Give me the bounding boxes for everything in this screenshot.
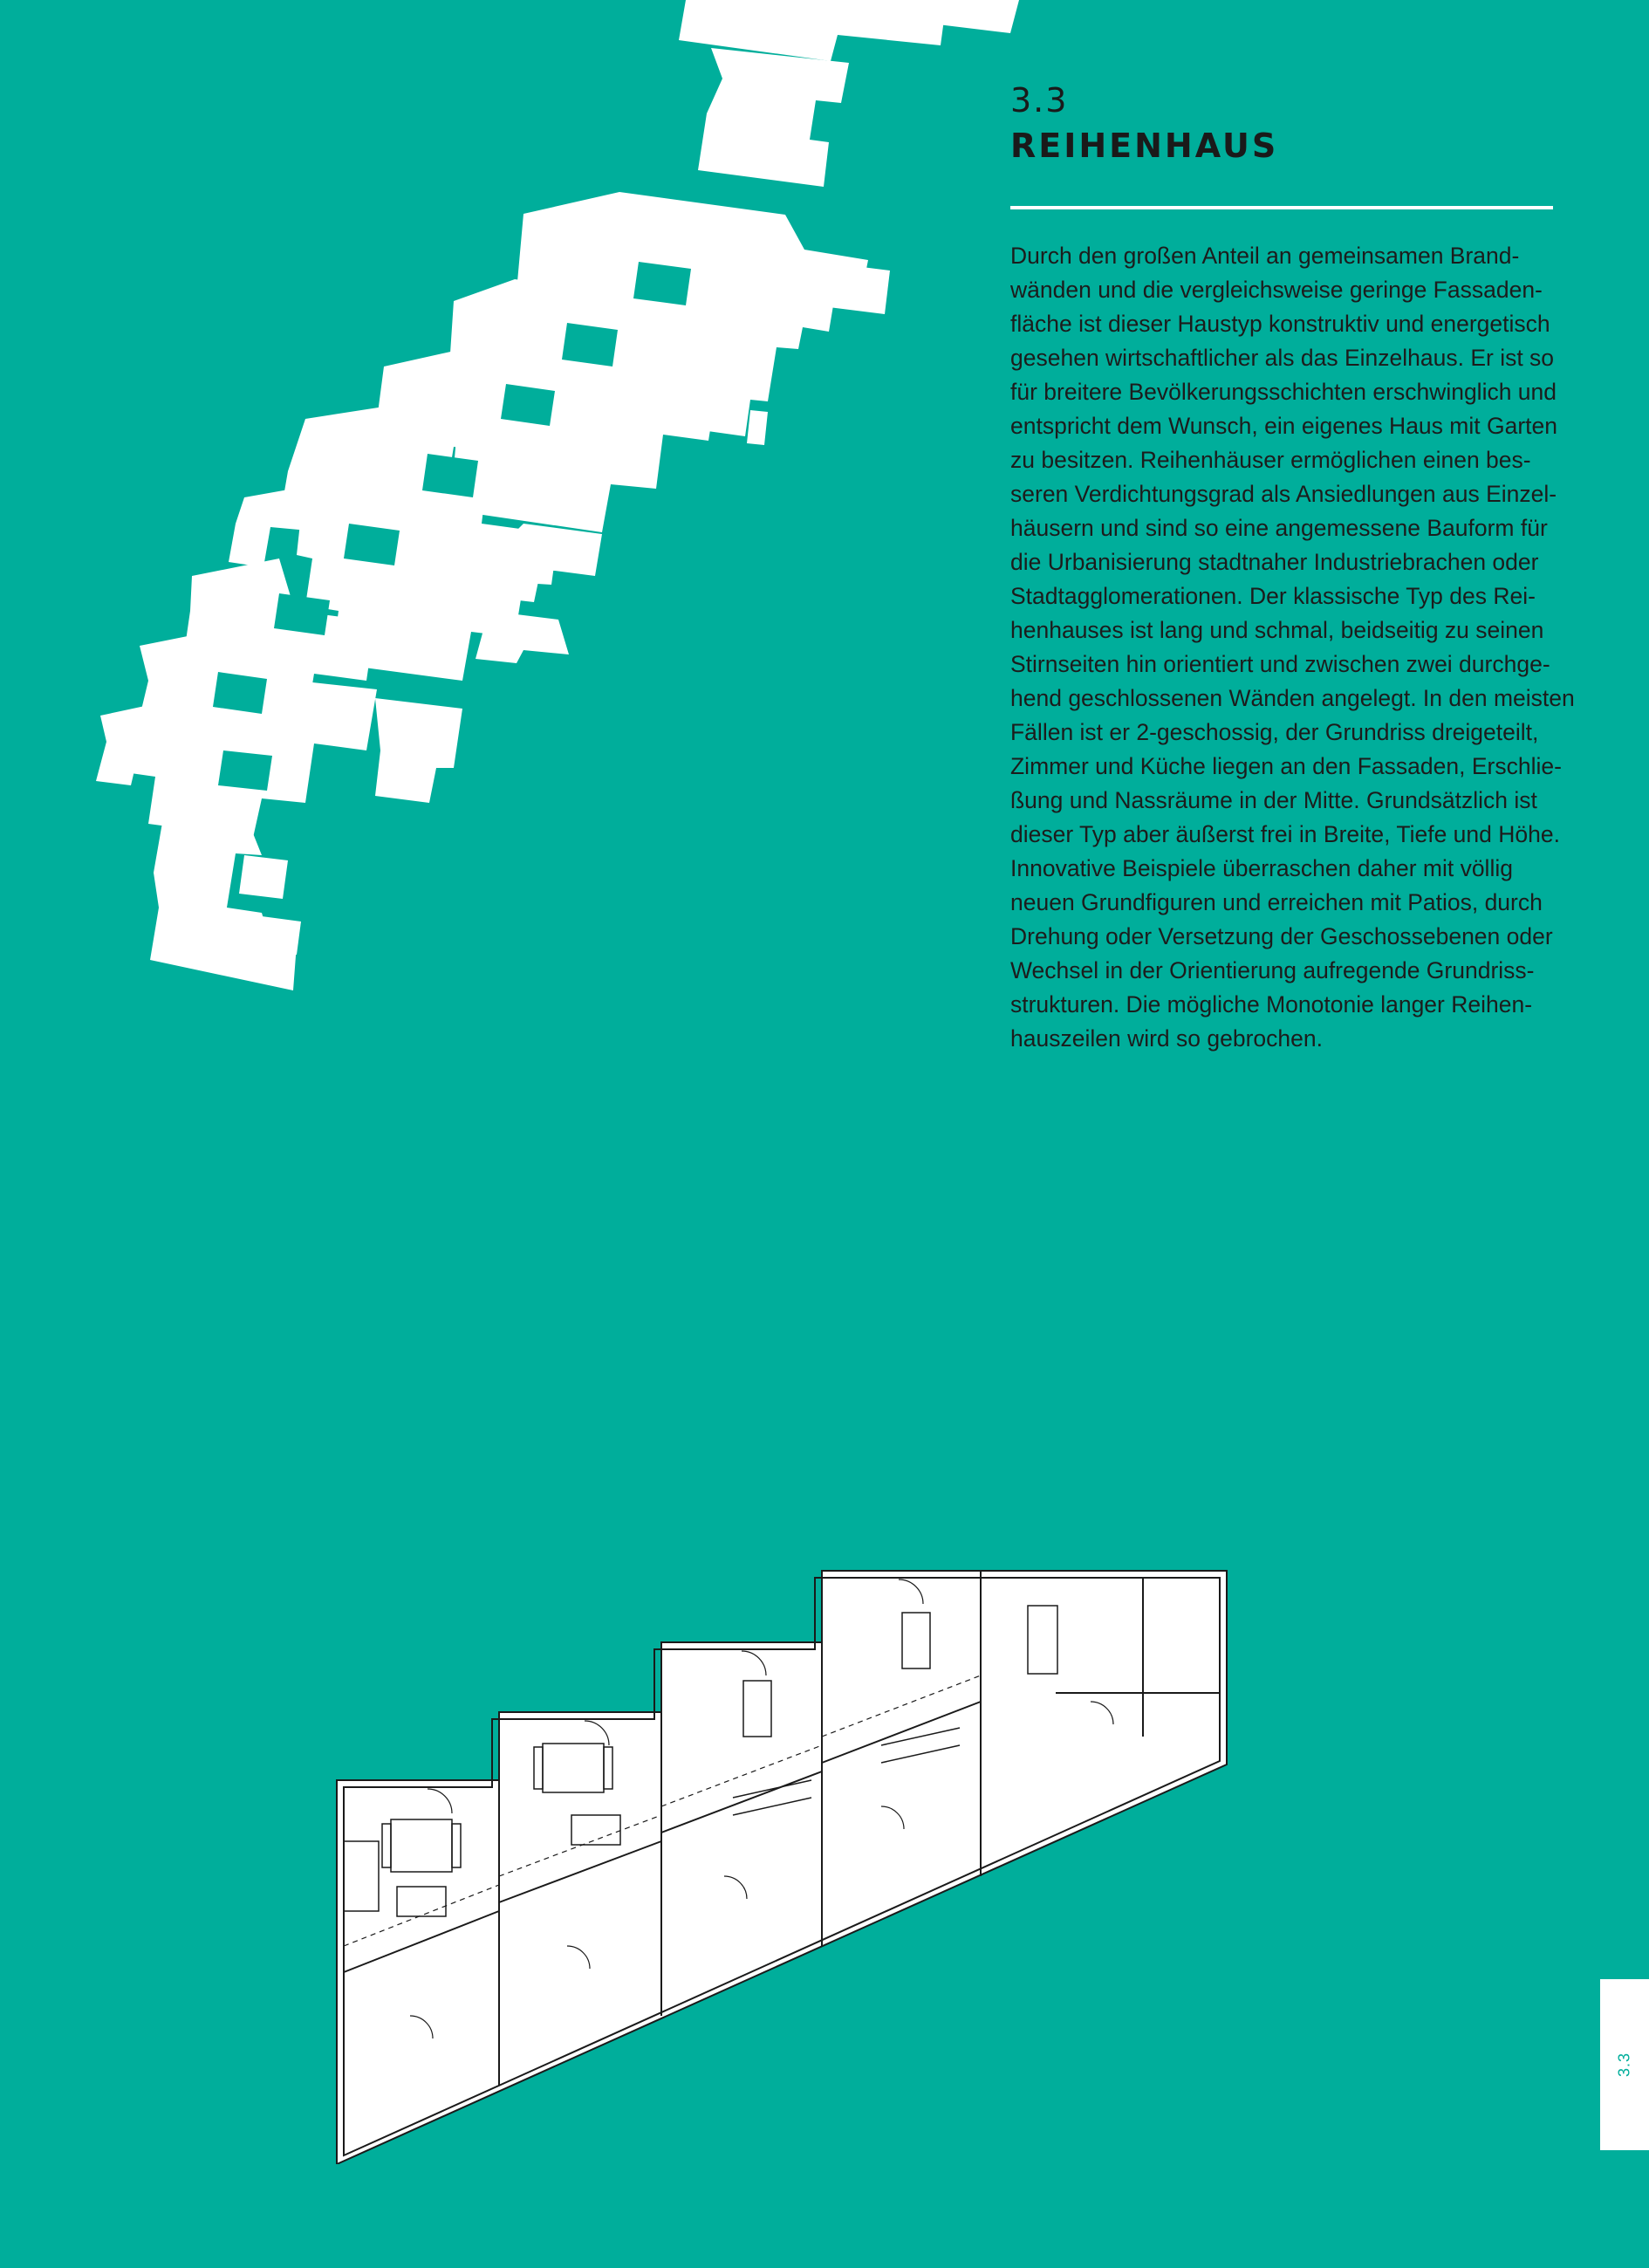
body-text-line: für breitere Bevölkerungsschichten erschwinglich und xyxy=(1010,379,1557,405)
body-text-line: gesehen wirtschaftlicher als das Einzelhaus. Er ist so xyxy=(1010,345,1555,371)
section-side-tab xyxy=(1600,1979,1649,2150)
body-text-line: hend geschlossenen Wänden angelegt. In den meisten xyxy=(1010,685,1575,711)
section-heading xyxy=(1010,80,1553,171)
body-text-line: fläche ist dieser Haustyp konstruktiv und energetisch xyxy=(1010,311,1550,337)
side-tab-label: 3.3 xyxy=(1615,2052,1633,2078)
body-text-line: Stirnseiten hin orientiert und zwischen zwei durchge- xyxy=(1010,651,1550,677)
body-text xyxy=(1010,239,1575,1056)
body-text-line: Innovative Beispiele überraschen daher mit völlig xyxy=(1010,855,1513,881)
body-text-line: henhauses ist lang und schmal, beidseitig zu seinen xyxy=(1010,617,1544,643)
heading-divider xyxy=(1010,206,1553,209)
floor-plan-drawing xyxy=(323,1562,1239,2164)
body-text-line: entspricht dem Wunsch, ein eigenes Haus mit Garten xyxy=(1010,413,1557,439)
body-text-line: Wechsel in der Orientierung aufregende Grundriss- xyxy=(1010,957,1535,983)
body-text-line: seren Verdichtungsgrad als Ansiedlungen aus Einzel- xyxy=(1010,481,1557,507)
body-text-line: Drehung oder Versetzung der Geschossebenen oder xyxy=(1010,923,1553,949)
body-text-line: strukturen. Die mögliche Monotonie langer Reihen- xyxy=(1010,991,1533,1018)
body-text-line: zu besitzen. Reihenhäuser ermöglichen einen bes- xyxy=(1010,447,1531,473)
section-number: 3.3 xyxy=(1010,81,1069,120)
body-text-line: hauszeilen wird so gebrochen. xyxy=(1010,1025,1323,1052)
body-text-line: die Urbanisierung stadtnaher Industriebrachen oder xyxy=(1010,549,1539,575)
body-text-line: dieser Typ aber äußerst frei in Breite, Tiefe und Höhe. xyxy=(1010,821,1560,847)
body-text-line: ßung und Nassräume in der Mitte. Grundsätzlich ist xyxy=(1010,787,1537,813)
body-text-line: häusern und sind so eine angemessene Bauform für xyxy=(1010,515,1548,541)
floor-plan-outline xyxy=(337,1571,1227,2164)
body-text-line: wänden und die vergleichsweise geringe Fassaden- xyxy=(1010,277,1543,303)
rowhouse-pattern-shapes xyxy=(96,0,1019,990)
body-text-line: Zimmer und Küche liegen an den Fassaden, Erschlie- xyxy=(1010,753,1562,779)
section-title: REIHENHAUS xyxy=(1010,127,1279,165)
body-text-line: Durch den großen Anteil an gemeinsamen Brand- xyxy=(1010,243,1520,269)
body-text-line: Fällen ist er 2-geschossig, der Grundriss dreigeteilt, xyxy=(1010,719,1539,745)
body-text-line: Stadtagglomerationen. Der klassische Typ des Rei- xyxy=(1010,583,1536,609)
body-text-line: neuen Grundfiguren und erreichen mit Patios, durch xyxy=(1010,889,1543,915)
